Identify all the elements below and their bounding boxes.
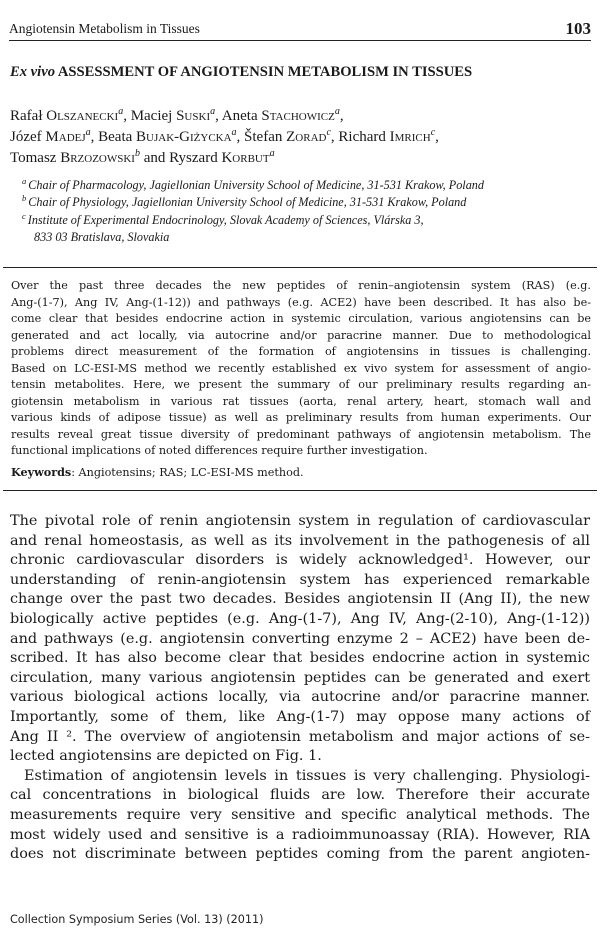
body-line: circulation, many various angiotensin peptides can be generated and exert — [10, 669, 590, 686]
author-separator: , — [330, 129, 339, 145]
abstract-line: generated and act locally, via autocrine and/or paracrine manner. Due to methodological — [11, 328, 591, 342]
author-separator: and — [139, 150, 170, 166]
author-separator: , — [90, 129, 99, 145]
author — [98, 129, 236, 145]
affiliation-text: Institute of Experimental Endocrinology, Slovak Academy of Sciences, Vlárska 3, — [27, 212, 424, 227]
body-line: measurements require very sensitive and specific analytical methods. The — [10, 806, 590, 823]
body-line: biologically active peptides (e.g. Ang-(1-7), Ang IV, Ang-(2-10), Ang-(1-12)) — [10, 610, 590, 627]
author-given-name: Štefan — [244, 129, 287, 145]
abstract-line: Ang-(1-7), Ang IV, Ang-(1-12)) and pathways (e.g. ACE2) have been described. It has also be- — [11, 295, 591, 309]
abstract-box — [3, 267, 597, 491]
running-header — [9, 20, 591, 41]
running-title: Angiotensin Metabolism in Tissues — [9, 21, 200, 36]
body-line: The pivotal role of renin angiotensin system in regulation of cardiovascular — [10, 513, 590, 529]
body-line: understanding of renin-angiotensin system has experienced remarkable — [10, 571, 590, 588]
author-given-name: Tomasz — [10, 150, 61, 166]
body-line: most widely used and sensitive is a radioimmunoassay (RIA). However, RIA — [10, 826, 590, 843]
author-family-name: Zorad — [286, 129, 327, 145]
author-affiliation-mark: a — [231, 127, 237, 138]
affiliation — [22, 177, 592, 194]
author-family-name: Stachowicz — [261, 108, 335, 124]
affiliation — [22, 194, 592, 211]
author-family-name: Brzozowski — [60, 150, 135, 166]
abstract-line: Over the past three decades the new peptides of renin–angiotensin system (RAS) (e.g. — [11, 279, 591, 292]
affiliation-mark: b — [22, 193, 27, 204]
body-line: does not discriminate between peptides coming from the parent angioten- — [10, 846, 590, 863]
author-affiliation-mark: a — [210, 106, 216, 117]
abstract-line: giotensin metabolism in various rat tissues (aorta, renal artery, heart, stomach wall and — [11, 394, 591, 408]
author-affiliation-mark: a — [118, 106, 124, 117]
affiliation-text: Chair of Pharmacology, Jagiellonian University School of Medicine, 31-531 Krakow, Poland — [28, 178, 484, 192]
body-line: and pathways (e.g. angiotensin converting enzyme 2 – ACE2) have been de- — [10, 630, 590, 647]
body-paragraph — [10, 512, 590, 767]
author-affiliation-mark: b — [134, 148, 140, 159]
affiliation — [22, 229, 592, 246]
body-line: scribed. It has also become clear that besides endocrine action in systemic — [10, 650, 590, 667]
title-main: ASSESSMENT OF ANGIOTENSIN METABOLISM IN TISSUES — [55, 64, 473, 80]
author — [10, 108, 123, 124]
author-list — [10, 106, 590, 169]
article-title — [10, 64, 590, 81]
author-separator: , — [339, 108, 344, 124]
author-family-name: Imrich — [389, 129, 431, 145]
body-line: chronic cardiovascular disorders is widely acknowledged¹. However, our — [10, 552, 590, 569]
author — [10, 129, 91, 145]
abstract-line: come clear that besides endocrine action in systemic circulation, various angiotensins can be — [11, 312, 591, 325]
author-affiliation-mark: a — [269, 148, 275, 159]
author-given-name: Rafał — [10, 108, 47, 124]
title-italic-prefix: Ex vivo — [10, 64, 55, 80]
author-affiliation-mark: c — [326, 127, 331, 138]
page-number: 103 — [565, 19, 591, 38]
author-affiliation-mark: a — [334, 106, 340, 117]
affiliation-text: Chair of Physiology, Jagiellonian University School of Medicine, 31-531 Krakow, Poland — [28, 195, 467, 210]
author — [131, 108, 215, 124]
author — [222, 108, 340, 124]
affiliation-list — [22, 177, 592, 246]
keywords — [11, 464, 304, 482]
author-given-name: Aneta — [221, 108, 262, 124]
body-line: cal concentrations in biological fluids are low. Therefore their accurate — [10, 787, 590, 804]
body-line: various biological actions locally, via autocrine and/or paracrine manner. — [10, 689, 590, 706]
body-text — [10, 512, 590, 865]
author-given-name: Beata — [98, 129, 137, 145]
keywords-text: : Angiotensins; RAS; LC-ESI-MS method. — [71, 466, 304, 479]
affiliation — [22, 212, 592, 229]
body-line: lected angiotensins are depicted on Fig. 1. — [10, 748, 322, 765]
abstract-line: Based on LC-ESI-MS method we recently established ex vivo system for assessment of angio- — [11, 361, 591, 375]
author-separator: , — [236, 129, 245, 145]
author-affiliation-mark: a — [85, 127, 91, 138]
author-separator: , — [215, 108, 222, 124]
author-family-name: Suski — [176, 108, 211, 124]
author-family-name: Bujak-Giżycka — [136, 129, 232, 145]
author-family-name: Madej — [45, 129, 86, 145]
abstract-line: results reveal great tissue diversity of predominant pathways of angiotensin metabolism. The — [11, 427, 591, 441]
body-line: Ang II ². The overview of angiotensin metabolism and major actions of se- — [10, 728, 590, 745]
author — [338, 129, 435, 145]
author-family-name: Korbut — [221, 150, 270, 166]
affiliation-mark: a — [22, 175, 27, 186]
author — [169, 150, 274, 166]
footer-series: Collection Symposium Series (Vol. 13) (2011) — [10, 913, 264, 926]
affiliation-text: 833 03 Bratislava, Slovakia — [34, 229, 170, 244]
author-separator: , — [123, 108, 131, 124]
abstract — [11, 278, 591, 460]
author — [244, 129, 331, 145]
abstract-line: tensin metabolites. Here, we present the summary of our preliminary results regarding an- — [11, 378, 591, 391]
author-separator: , — [435, 129, 439, 145]
abstract-line: problems direct measurement of the formation of angiotensins in tissues is challenging. — [11, 345, 591, 358]
author-given-name: Ryszard — [169, 150, 222, 166]
body-line: change over the past two decades. Besides angiotensin II (Ang II), the new — [10, 591, 590, 608]
author-given-name: Józef — [10, 129, 46, 145]
author-family-name: Olszanecki — [46, 108, 119, 124]
abstract-line: various kinds of adipose tissue) as well as preliminary results from human experiments. Our — [11, 411, 591, 424]
affiliation-mark: c — [22, 210, 26, 221]
author-given-name: Richard — [338, 129, 390, 145]
abstract-line: functional implications of noted differences require further investigation. — [11, 444, 428, 457]
body-paragraph — [10, 767, 590, 865]
author-affiliation-mark: c — [430, 127, 436, 138]
keywords-label: Keywords — [11, 465, 72, 479]
author-given-name: Maciej — [130, 108, 177, 124]
body-line: Importantly, some of them, like Ang-(1-7) may oppose many actions of — [10, 708, 590, 725]
body-line: Estimation of angiotensin levels in tissues is very challenging. Physiologi- — [24, 767, 590, 784]
author — [10, 150, 140, 166]
body-line: and renal homeostasis, as well as its involvement in the pathogenesis of all — [10, 532, 590, 549]
